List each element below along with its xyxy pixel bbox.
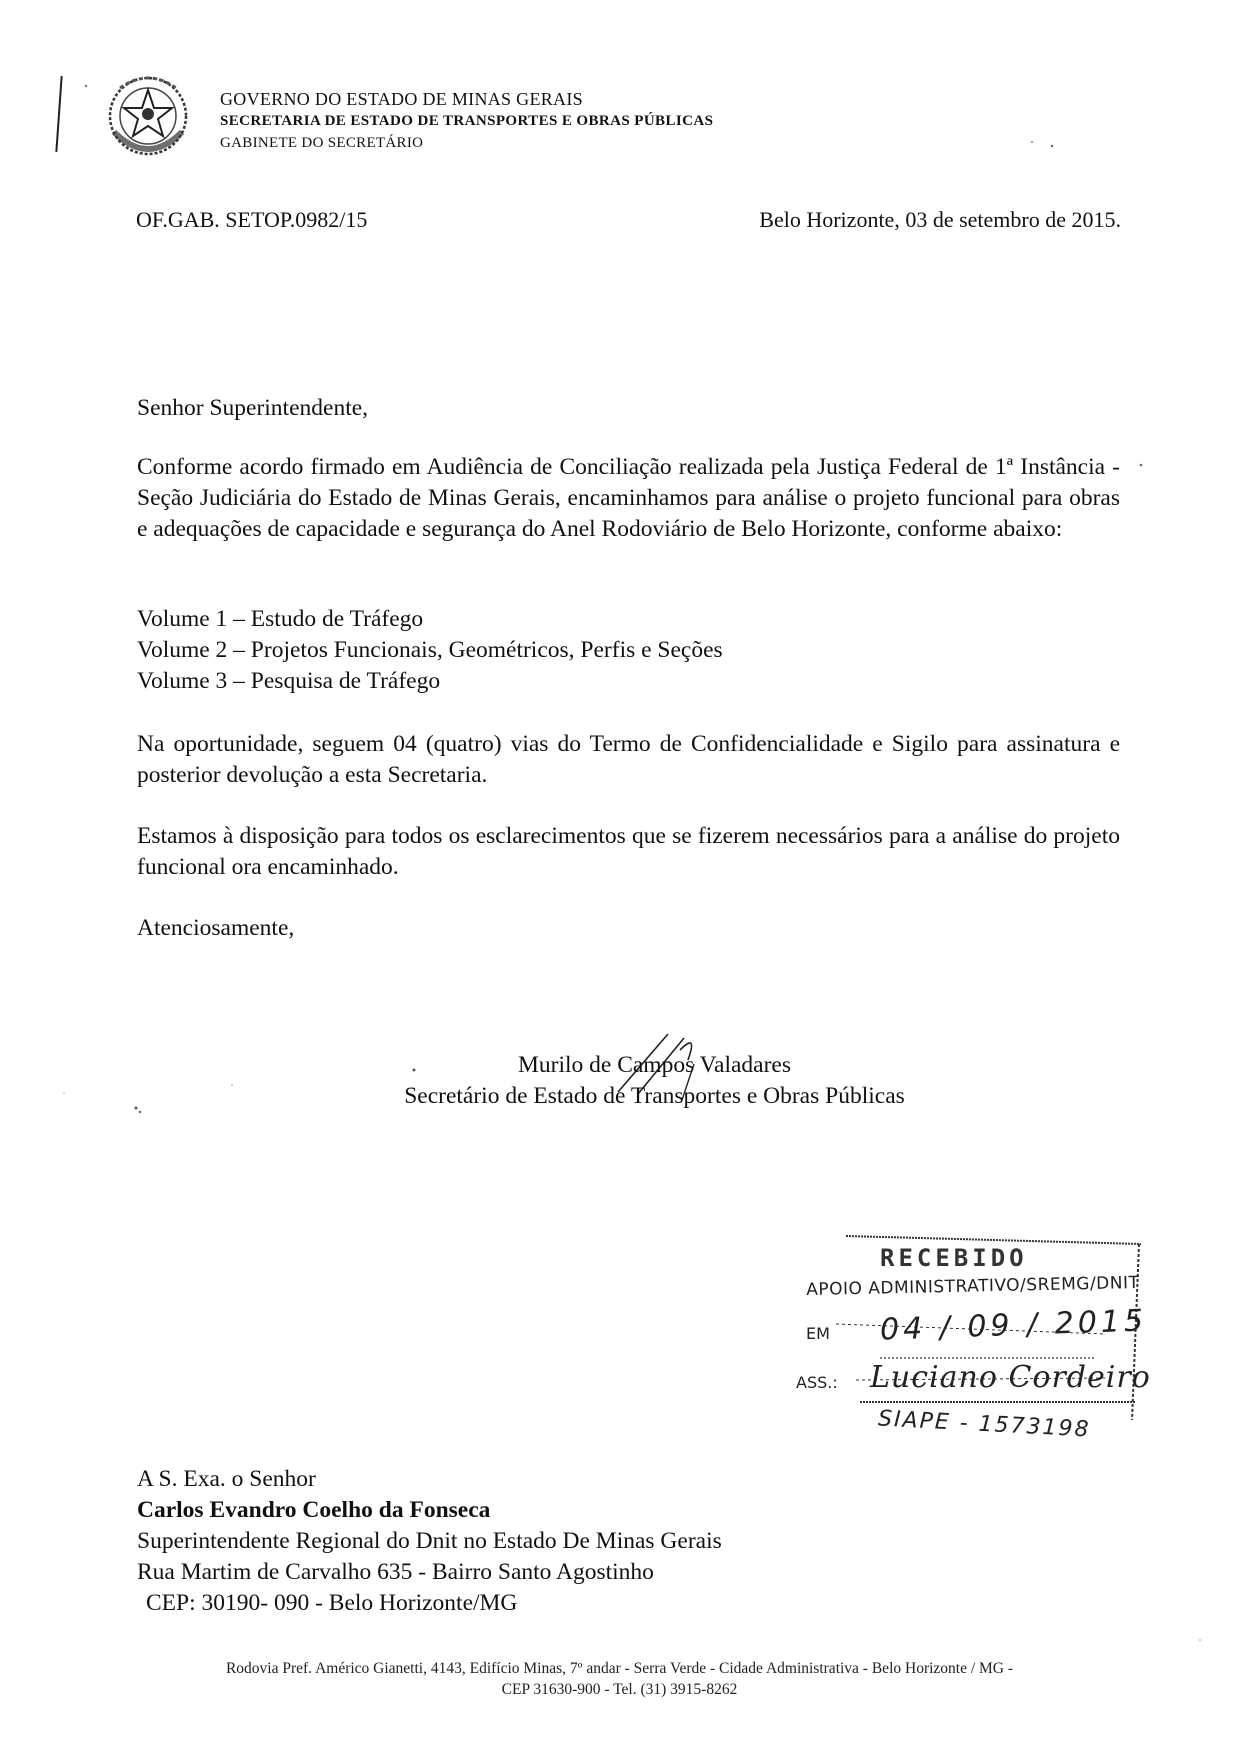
paragraph-confidentiality: Na oportunidade, seguem 04 (quatro) vias do Termo de Confidencialidade e Sigilo para assinatura e posterior devolução a esta Secretaria. xyxy=(137,731,1120,788)
recipient-name: Carlos Evandro Coelho da Fonseca xyxy=(137,1497,491,1523)
stamp-date: 04 / 09 / 2015 xyxy=(879,1303,1148,1348)
signatory-name: Murilo de Campos Valadares xyxy=(517,1052,792,1078)
volume-item: Volume 2 – Projetos Funcionais, Geométricos, Perfis e Seções xyxy=(137,637,723,663)
state-seal-icon xyxy=(100,70,196,166)
volume-item: Volume 1 – Estudo de Tráfego xyxy=(137,606,424,632)
paragraph-availability: Estamos à disposição para todos os esclarecimentos que se fizerem necessários para a análise do projeto funcional ora encaminhado. xyxy=(137,823,1120,880)
salutation: Senhor Superintendente, xyxy=(137,395,369,421)
signatory-title: Secretário de Estado de Transportes e Obras Públicas xyxy=(404,1083,905,1109)
stamp-title: RECEBIDO xyxy=(880,1244,1028,1272)
document-reference: OF.GAB. SETOP.0982/15 xyxy=(136,207,368,232)
letterhead xyxy=(220,88,713,154)
footer-contact: CEP 31630-900 - Tel. (31) 3915-8262 xyxy=(501,1681,738,1698)
closing: Atenciosamente, xyxy=(137,915,295,941)
paragraph-intro: Conforme acordo firmado em Audiência de Conciliação realizada pela Justiça Federal de 1ª Instância - Seção Judiciária do Estado de Minas Gerais, encaminhamos para análise o projeto funcional para obras e adequações de capacidade e segurança do Anel Rodoviário de Belo Horizonte, conforme abaixo: xyxy=(137,454,1120,542)
volume-item: Volume 3 – Pesquisa de Tráfego xyxy=(137,668,441,694)
recipient-salutation: A S. Exa. o Senhor xyxy=(137,1466,316,1492)
recipient-cep: CEP: 30190- 090 - Belo Horizonte/MG xyxy=(146,1590,518,1616)
secretariat-name: SECRETARIA DE ESTADO DE TRANSPORTES E OBRAS PÚBLICAS xyxy=(220,113,714,129)
recipient-position: Superintendente Regional do Dnit no Estado De Minas Gerais xyxy=(137,1528,722,1554)
stamp-organization: APOIO ADMINISTRATIVO/SREMG/DNIT xyxy=(806,1273,1140,1300)
margin-mark xyxy=(55,76,62,152)
stamp-signature-label: ASS.: xyxy=(796,1373,838,1392)
stamp-signature: Luciano Cordeiro xyxy=(870,1360,1151,1395)
footer-address: Rodovia Pref. Américo Gianetti, 4143, Edifício Minas, 7º andar - Serra Verde - Cidade Administrativa - Belo Horizonte / MG - xyxy=(225,1660,1014,1677)
recipient-address: Rua Martim de Carvalho 635 - Bairro Santo Agostinho xyxy=(137,1559,654,1585)
stamp-siape: SIAPE - 1573198 xyxy=(877,1406,1092,1443)
office-name: GABINETE DO SECRETÁRIO xyxy=(220,135,424,151)
government-name: GOVERNO DO ESTADO DE MINAS GERAIS xyxy=(220,89,583,109)
date-line: Belo Horizonte, 03 de setembro de 2015. xyxy=(759,207,1121,232)
stamp-date-label: EM xyxy=(806,1324,830,1343)
